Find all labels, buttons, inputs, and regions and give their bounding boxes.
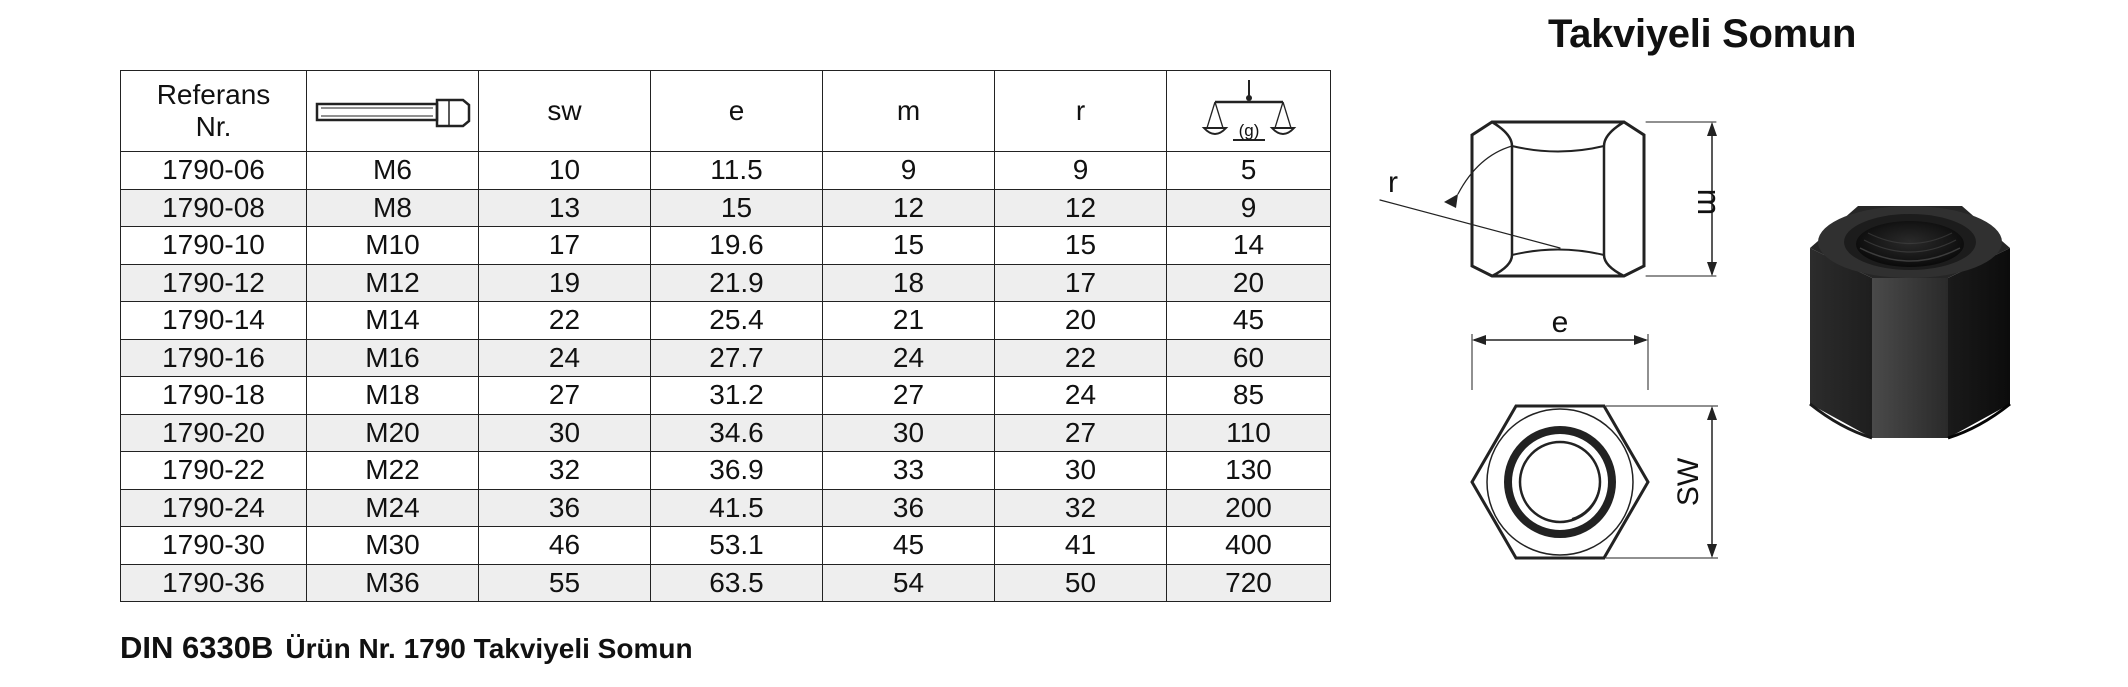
cell-ref: 1790-06 bbox=[121, 152, 307, 190]
cell-weight: 200 bbox=[1167, 489, 1331, 527]
cell-m: 33 bbox=[823, 452, 995, 490]
cell-sw: 17 bbox=[479, 227, 651, 265]
cell-m: 54 bbox=[823, 564, 995, 602]
dimension-m-label: m bbox=[1691, 188, 1727, 216]
cell-ref: 1790-36 bbox=[121, 564, 307, 602]
cell-e: 63.5 bbox=[651, 564, 823, 602]
table-row bbox=[121, 264, 1331, 302]
table-row bbox=[121, 489, 1331, 527]
bolt-icon bbox=[313, 91, 473, 131]
scale-icon bbox=[1201, 78, 1297, 144]
cell-sw: 46 bbox=[479, 527, 651, 565]
cell-weight: 130 bbox=[1167, 452, 1331, 490]
header-e: e bbox=[651, 71, 823, 152]
table-row bbox=[121, 189, 1331, 227]
cell-ref: 1790-20 bbox=[121, 414, 307, 452]
cell-weight: 9 bbox=[1167, 189, 1331, 227]
cell-r: 22 bbox=[995, 339, 1167, 377]
cell-sw: 32 bbox=[479, 452, 651, 490]
header-weight bbox=[1167, 71, 1331, 152]
top-view-drawing bbox=[1460, 304, 1740, 574]
dimension-e-label: e bbox=[1551, 306, 1569, 339]
cell-m: 24 bbox=[823, 339, 995, 377]
cell-ref: 1790-22 bbox=[121, 452, 307, 490]
cell-m: 30 bbox=[823, 414, 995, 452]
cell-ref: 1790-12 bbox=[121, 264, 307, 302]
cell-e: 34.6 bbox=[651, 414, 823, 452]
cell-thread: M20 bbox=[307, 414, 479, 452]
cell-ref: 1790-30 bbox=[121, 527, 307, 565]
cell-ref: 1790-24 bbox=[121, 489, 307, 527]
cell-weight: 85 bbox=[1167, 377, 1331, 415]
spec-table-body bbox=[121, 152, 1331, 602]
header-r: r bbox=[995, 71, 1167, 152]
cell-m: 15 bbox=[823, 227, 995, 265]
cell-r: 27 bbox=[995, 414, 1167, 452]
cell-e: 15 bbox=[651, 189, 823, 227]
cell-ref: 1790-10 bbox=[121, 227, 307, 265]
cell-thread: M10 bbox=[307, 227, 479, 265]
cell-e: 53.1 bbox=[651, 527, 823, 565]
cell-e: 21.9 bbox=[651, 264, 823, 302]
table-row bbox=[121, 564, 1331, 602]
cell-ref: 1790-18 bbox=[121, 377, 307, 415]
cell-weight: 110 bbox=[1167, 414, 1331, 452]
cell-weight: 45 bbox=[1167, 302, 1331, 340]
cell-m: 27 bbox=[823, 377, 995, 415]
page-title: Takviyeli Somun bbox=[1548, 12, 1857, 56]
cell-weight: 720 bbox=[1167, 564, 1331, 602]
cell-m: 45 bbox=[823, 527, 995, 565]
cell-weight: 14 bbox=[1167, 227, 1331, 265]
dimension-r-label: r bbox=[1388, 166, 1398, 199]
header-thread bbox=[307, 71, 479, 152]
cell-r: 32 bbox=[995, 489, 1167, 527]
cell-weight: 400 bbox=[1167, 527, 1331, 565]
header-referans: Referans Nr. bbox=[121, 71, 307, 152]
cell-m: 9 bbox=[823, 152, 995, 190]
cell-e: 27.7 bbox=[651, 339, 823, 377]
cell-weight: 60 bbox=[1167, 339, 1331, 377]
weight-unit-label: (g) bbox=[1238, 121, 1259, 140]
cell-thread: M18 bbox=[307, 377, 479, 415]
cell-thread: M30 bbox=[307, 527, 479, 565]
cell-thread: M16 bbox=[307, 339, 479, 377]
cell-e: 31.2 bbox=[651, 377, 823, 415]
header-m: m bbox=[823, 71, 995, 152]
cell-r: 12 bbox=[995, 189, 1167, 227]
table-row bbox=[121, 302, 1331, 340]
cell-sw: 13 bbox=[479, 189, 651, 227]
cell-r: 9 bbox=[995, 152, 1167, 190]
table-header-row bbox=[121, 71, 1331, 152]
table-row bbox=[121, 527, 1331, 565]
cell-m: 21 bbox=[823, 302, 995, 340]
cell-r: 50 bbox=[995, 564, 1167, 602]
cell-r: 17 bbox=[995, 264, 1167, 302]
cell-ref: 1790-14 bbox=[121, 302, 307, 340]
cell-sw: 10 bbox=[479, 152, 651, 190]
cell-r: 20 bbox=[995, 302, 1167, 340]
cell-ref: 1790-08 bbox=[121, 189, 307, 227]
cell-r: 41 bbox=[995, 527, 1167, 565]
cell-thread: M12 bbox=[307, 264, 479, 302]
cell-sw: 24 bbox=[479, 339, 651, 377]
cell-sw: 55 bbox=[479, 564, 651, 602]
cell-m: 12 bbox=[823, 189, 995, 227]
header-sw: sw bbox=[479, 71, 651, 152]
cell-sw: 30 bbox=[479, 414, 651, 452]
cell-e: 36.9 bbox=[651, 452, 823, 490]
cell-ref: 1790-16 bbox=[121, 339, 307, 377]
side-view-drawing bbox=[1360, 110, 1740, 290]
cell-weight: 20 bbox=[1167, 264, 1331, 302]
footer-caption bbox=[120, 630, 693, 666]
cell-m: 36 bbox=[823, 489, 995, 527]
cell-weight: 5 bbox=[1167, 152, 1331, 190]
cell-r: 30 bbox=[995, 452, 1167, 490]
spec-table bbox=[120, 70, 1331, 602]
cell-r: 15 bbox=[995, 227, 1167, 265]
cell-m: 18 bbox=[823, 264, 995, 302]
footer-standard: DIN 6330B bbox=[120, 630, 274, 665]
cell-sw: 19 bbox=[479, 264, 651, 302]
footer-description: Ürün Nr. 1790 Takviyeli Somun bbox=[285, 633, 693, 664]
table-row bbox=[121, 414, 1331, 452]
table-row bbox=[121, 227, 1331, 265]
cell-e: 25.4 bbox=[651, 302, 823, 340]
cell-e: 41.5 bbox=[651, 489, 823, 527]
cell-thread: M24 bbox=[307, 489, 479, 527]
table-row bbox=[121, 339, 1331, 377]
cell-thread: M22 bbox=[307, 452, 479, 490]
table-row bbox=[121, 152, 1331, 190]
cell-e: 19.6 bbox=[651, 227, 823, 265]
cell-thread: M36 bbox=[307, 564, 479, 602]
cell-sw: 22 bbox=[479, 302, 651, 340]
dimension-sw-label: SW bbox=[1672, 457, 1705, 507]
cell-thread: M14 bbox=[307, 302, 479, 340]
cell-thread: M6 bbox=[307, 152, 479, 190]
cell-e: 11.5 bbox=[651, 152, 823, 190]
cell-r: 24 bbox=[995, 377, 1167, 415]
cell-thread: M8 bbox=[307, 189, 479, 227]
table-row bbox=[121, 452, 1331, 490]
cell-sw: 36 bbox=[479, 489, 651, 527]
hex-nut-photo bbox=[1790, 188, 2030, 458]
table-row bbox=[121, 377, 1331, 415]
cell-sw: 27 bbox=[479, 377, 651, 415]
